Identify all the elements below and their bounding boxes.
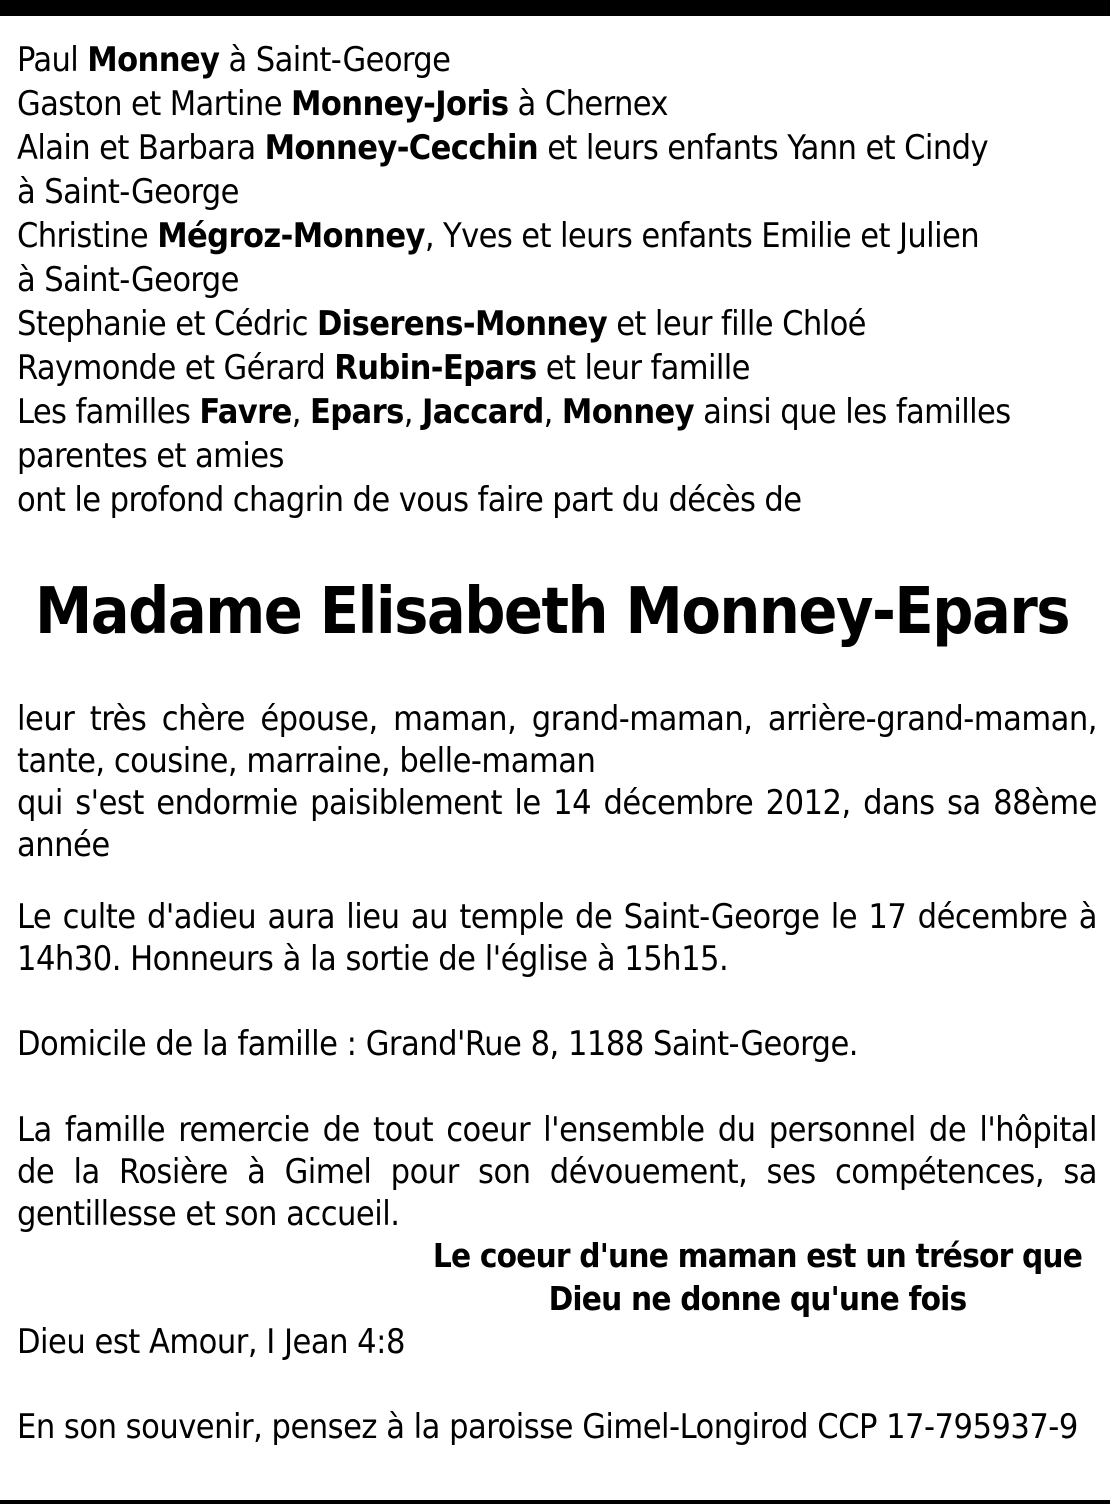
family-line: Gaston et Martine Monney-Joris à Chernex [17, 84, 668, 124]
family-line: Alain et Barbara Monney-Cecchin et leurs enfants Yann et Cindy [17, 128, 988, 168]
family-line: à Saint-George [17, 172, 239, 212]
bottom-rule [0, 1500, 1110, 1504]
top-rule [0, 0, 1110, 16]
family-list [17, 38, 1097, 522]
family-line: à Saint-George [17, 260, 239, 300]
families-line: Les familles Favre, Epars, Jaccard, Monney ainsi que les familles [17, 392, 1011, 432]
intro-line: ont le profond chagrin de vous faire part du décès de [17, 480, 802, 520]
family-line: Paul Monney à Saint-George [17, 40, 451, 80]
deceased-name: Madame Elisabeth Monney-Epars [34, 575, 1070, 649]
death-notice-text: qui s'est endormie paisiblement le 14 décembre 2012, dans sa 88ème année [17, 783, 1097, 865]
family-line: Stephanie et Cédric Diserens-Monney et leur fille Chloé [17, 304, 866, 344]
intro-line: parentes et amies [17, 436, 284, 476]
thanks-text: La famille remercie de tout coeur l'ensemble du personnel de l'hôpital de la Rosière à Gimel pour son dévouement, ses compétences, sa gentillesse et son accueil. [17, 1110, 1097, 1234]
family-line: Raymonde et Gérard Rubin-Epars et leur famille [17, 348, 750, 388]
quote-line: Le coeur d'une maman est un trésor que [432, 1236, 1083, 1275]
family-line: Christine Mégroz-Monney, Yves et leurs enfants Emilie et Julien [17, 216, 979, 256]
domicile-text: Domicile de la famille : Grand'Rue 8, 1188 Saint-George. [17, 1024, 859, 1064]
verse-text: Dieu est Amour, I Jean 4:8 [17, 1322, 405, 1362]
quote-line: Dieu ne donne qu'une fois [548, 1279, 967, 1318]
description-text: leur très chère épouse, maman, grand-maman, arrière-grand-maman, tante, cousine, marraine, belle-maman [17, 699, 1097, 781]
ceremony-text: Le culte d'adieu aura lieu au temple de Saint-George le 17 décembre à 14h30. Honneurs à la sortie de l'église à 15h15. [17, 897, 1097, 979]
quote [420, 1234, 1095, 1320]
memorial-text: En son souvenir, pensez à la paroisse Gimel-Longirod CCP 17-795937-9 [17, 1407, 1078, 1447]
